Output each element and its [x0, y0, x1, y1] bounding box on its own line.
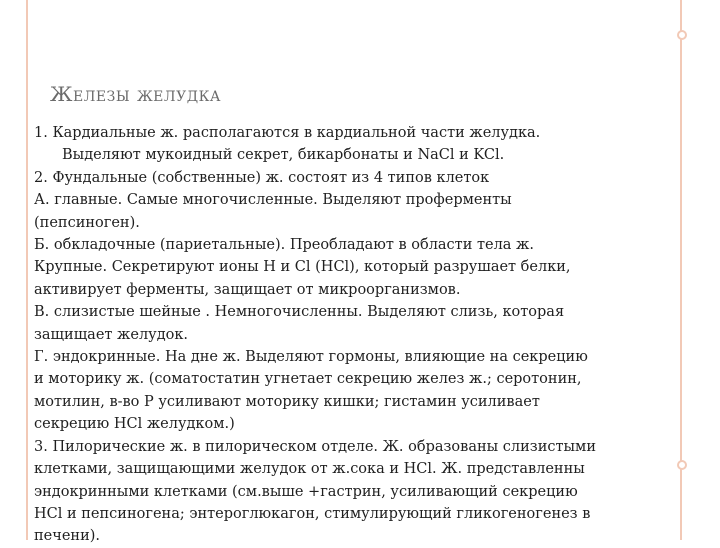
body-line: мотилин, в-во Р усиливают моторику кишки; гистамин усиливает [34, 393, 540, 410]
body-line: активирует ферменты, защищает от микроорганизмов. [34, 281, 461, 298]
frame-dot-bottom-icon [677, 460, 687, 470]
body-line: Г. эндокринные. На дне ж. Выделяют гормоны, влияющие на секрецию [34, 349, 588, 366]
body-line: секрецию HCl желудком.) [34, 416, 235, 433]
body-line: и моторику ж. (соматостатин угнетает секрецию желез ж.; серотонин, [34, 371, 582, 388]
frame-dot-top-icon [677, 30, 687, 40]
body-line: печени). [34, 528, 101, 545]
body-line: В. слизистые шейные . Немногочисленны. Выделяют слизь, которая [34, 304, 565, 321]
body-line: Выделяют мукоидный секрет, бикарбонаты и NaCl и KCl. [62, 147, 505, 164]
body-line: (пепсиноген). [34, 214, 140, 231]
body-line: 2. Фундальные (собственные) ж. состоят из 4 типов клеток [34, 169, 490, 186]
body-line: Крупные. Секретируют ионы H и Cl (HCl), который разрушает белки, [34, 259, 571, 276]
body-line: клетками, защищающими желудок от ж.сока и HCl. Ж. представленны [34, 461, 585, 478]
body-line: эндокринными клетками (см.выше +гастрин, усиливающий секрецию [34, 483, 578, 500]
body-line: А. главные. Самые многочисленные. Выделяют проферменты [34, 192, 512, 209]
body-line: 1. Кардиальные ж. располагаются в кардиальной части желудка. [34, 125, 541, 141]
body-line: 3. Пилорические ж. в пилорическом отделе. Ж. образованы слизистыми [34, 438, 596, 455]
body-line: HCl и пепсиногена; энтероглюкагон, стимулирующий гликогеногенез в [34, 505, 591, 522]
body-line: Б. обкладочные (париетальные). Преобладают в области тела ж. [34, 237, 534, 254]
body-line: защищает желудок. [34, 326, 189, 343]
slide-title: Железы желудка [50, 82, 222, 106]
slide-body [34, 122, 670, 548]
